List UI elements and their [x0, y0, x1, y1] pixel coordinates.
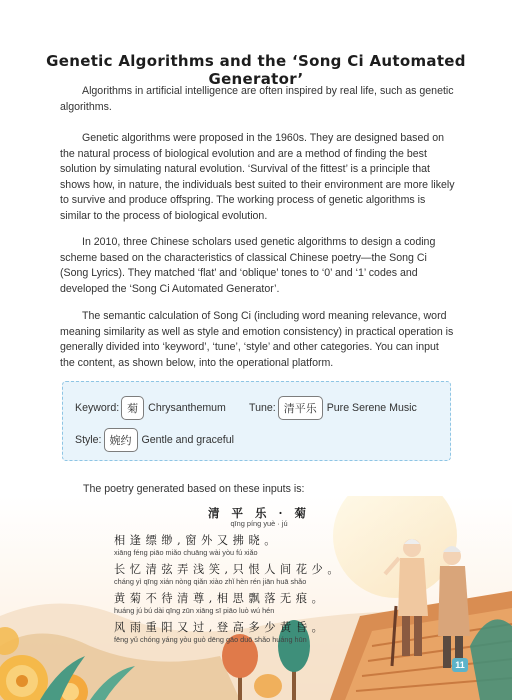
paragraph-genetic-algorithms	[60, 131, 456, 225]
poem-line	[114, 561, 434, 586]
style-field	[75, 428, 234, 452]
paragraph-text: The semantic calculation of Song Ci (including word meaning relevance, word meaning similarity as well as style and emotion consistency) in practical operation is generally divided into ‘keyword’, ‘tune’, ‘style’ and other categories. You can input the content, as shown below, into the operational platform.	[60, 310, 454, 369]
poem-line-chinese: 长忆清弦弄浅笑,只恨人间花少。	[114, 563, 344, 576]
keyword-label: Keyword:	[75, 402, 120, 414]
page-title: Genetic Algorithms and the ‘Song Ci Automated Generator’	[46, 52, 466, 88]
poem-title: 清 平 乐 · 菊	[207, 506, 311, 520]
poem-line-chinese: 风雨重阳又过,登高多少黄昏。	[114, 621, 328, 634]
poem-line	[114, 532, 434, 557]
poem-line	[114, 590, 434, 615]
page-number-badge: 11	[452, 658, 468, 672]
tune-input[interactable]: 清平乐	[278, 396, 323, 420]
paragraph-song-ci-generator	[60, 235, 456, 297]
poem-title-pinyin: qīng píng yuè · jú	[230, 519, 288, 528]
style-input[interactable]: 婉约	[104, 428, 138, 452]
poem-line	[114, 619, 434, 644]
keyword-meaning: Chrysanthemum	[148, 402, 226, 414]
paragraph-text: Algorithms in artificial intelligence are often inspired by real life, such as genetic algorithms.	[60, 85, 454, 113]
poem-line-pinyin: huáng jú bú dài qīng zūn xiāng sī piāo luò wú hén	[114, 606, 275, 615]
tune-field	[249, 396, 417, 420]
style-meaning: Gentle and graceful	[141, 434, 234, 446]
paragraph-intro	[60, 84, 456, 115]
poem-line-pinyin: cháng yì qīng xián nòng qiǎn xiào zhǐ hèn rén jiān huā shǎo	[114, 577, 307, 586]
keyword-input[interactable]: 菊	[121, 396, 144, 420]
poem-line-chinese: 黄菊不待清尊,相思飘落无痕。	[114, 592, 328, 605]
tune-label: Tune:	[249, 402, 276, 414]
operational-platform-box	[62, 381, 451, 461]
paragraph-semantic-calculation	[60, 309, 456, 371]
tune-meaning: Pure Serene Music	[326, 402, 417, 414]
poem-line-pinyin: xiāng féng piāo miǎo chuāng wài yòu fú xiǎo	[114, 548, 258, 557]
poem-line-chinese: 相逢缥缈,窗外又拂晓。	[114, 534, 281, 547]
keyword-field	[75, 396, 226, 420]
style-label: Style:	[75, 434, 102, 446]
paragraph-text: In 2010, three Chinese scholars used genetic algorithms to design a coding scheme based on the characteristics of classical Chinese poetry—the Song Ci (Song Lyrics). They matched ‘flat’ and ‘oblique’ tones to ‘0’ and ‘1’ codes and developed the ‘Song Ci Automated Generator’.	[60, 236, 436, 295]
generated-poetry-intro: The poetry generated based on these inputs is:	[83, 483, 305, 495]
poem-line-pinyin: fēng yǔ chóng yáng yòu guò dēng gāo duō shǎo huáng hūn	[114, 635, 307, 644]
paragraph-text: Genetic algorithms were proposed in the 1960s. They are designed based on the natural process of biological evolution and are a method of finding the best solution by simulating natural evolution. ‘Survival of the fittest’ is a principle that shows how, in nature, the individuals best suited to their environment are more likely to survive and produce offspring. The working process of genetic algorithms is similar to the process of biological evolution.	[60, 132, 455, 222]
